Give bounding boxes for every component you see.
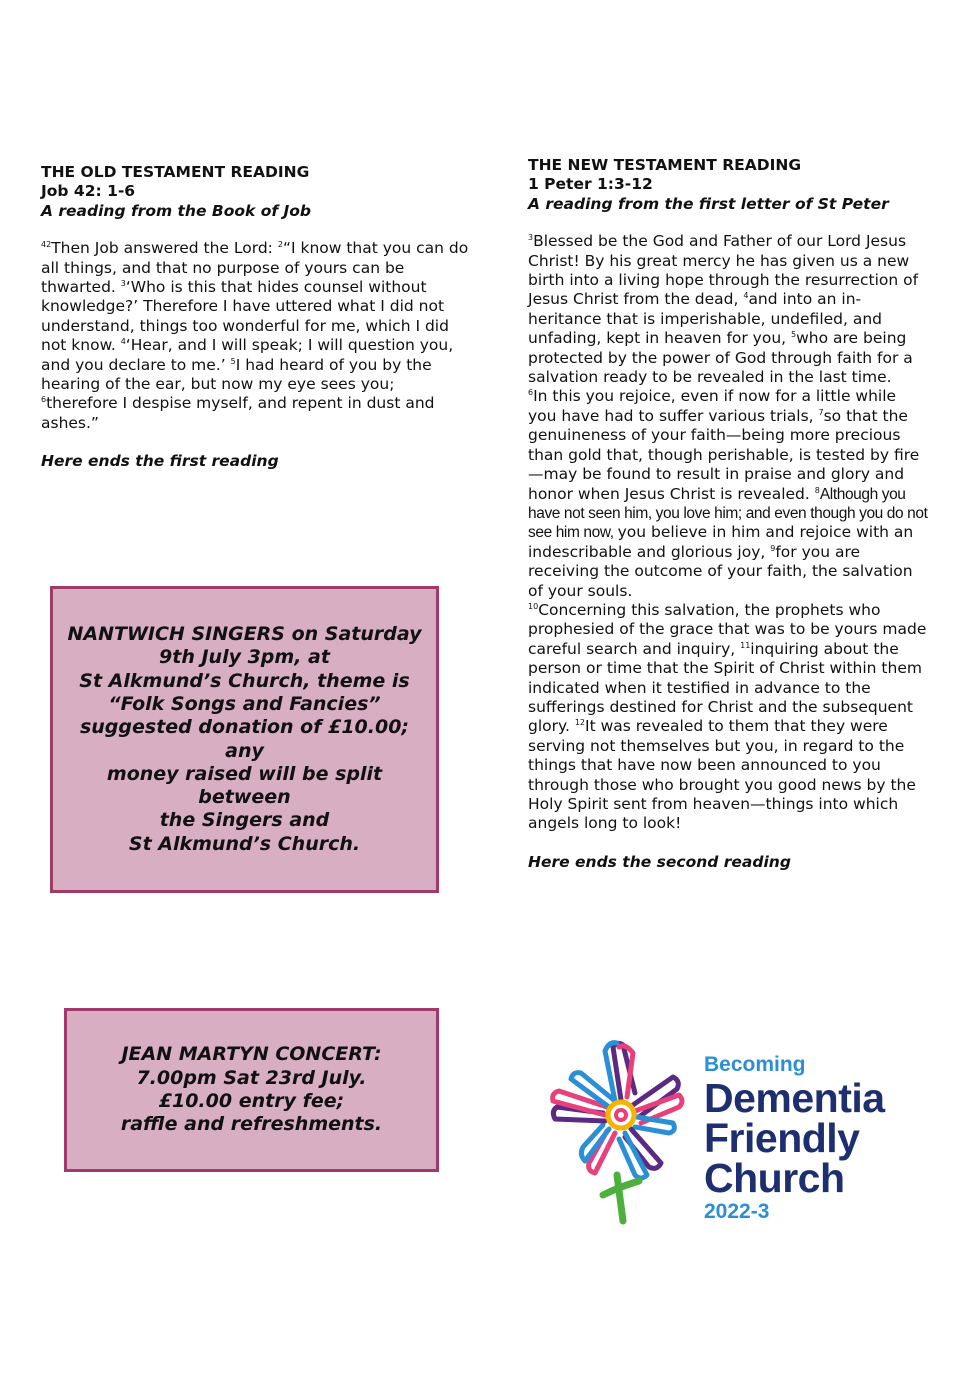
notice-line: money raised will be split between (106, 762, 383, 809)
verse-number: 4 (120, 337, 126, 347)
verse-number: 7 (818, 407, 824, 417)
verse-number: 6 (41, 395, 47, 405)
notice-line: the Singers and (159, 809, 330, 832)
notice-line: raffle and refreshments. (120, 1113, 383, 1136)
reading-heading: THE NEW TESTAMENT READING (528, 156, 802, 174)
verse-text: so that the genuineness of your faith—being more precious than gold that, though perishable, is tested by fire—may be found to result in praise and glory and honor when Jesus Christ is revealed. (528, 406, 920, 503)
verse-text: I had heard of you by the hearing of the ear, but now my eye sees you; (41, 355, 432, 394)
verse-number: 9 (770, 543, 776, 553)
notice-line: 9th July 3pm, at (159, 646, 330, 669)
verse-text: ‘Who is this that hides counsel without knowledge?’ Therefore I have uttered what I did not understand, things too wonderful for me, which I did not know. (41, 278, 449, 355)
logo-becoming: Becoming (704, 1053, 806, 1076)
logo-friendly: Friendly (704, 1115, 860, 1161)
logo-church: Church (704, 1155, 845, 1201)
verse-text: Blessed be the God and Father of our Lord Jesus Christ! By his great mercy he has given us a new birth into a living hope through the resurrection of Jesus Christ from the dead, (528, 232, 919, 309)
reading-ending: Here ends the second reading (528, 852, 791, 871)
notice-line: JEAN MARTYN CONCERT: (121, 1043, 382, 1066)
notice-line: suggested donation of £10.00; any (79, 716, 410, 762)
dementia-friendly-logo-text (704, 1052, 885, 1226)
verse-number: 5 (791, 330, 797, 340)
logo-dementia: Dementia (704, 1075, 885, 1121)
verse-text: It was revealed to them that they were serving not themselves but you, in regard to the things that have now been announced to you through those who brought you good news by the Holy Spirit sent from heaven—things into which angels long to look! (528, 717, 916, 833)
verse-number: 3 (528, 233, 534, 243)
verse-number: 4 (743, 291, 749, 301)
verse-number: 8 (814, 485, 820, 495)
verse-number: 11 (740, 640, 751, 650)
old-testament-reading (41, 163, 471, 472)
singers-notice-text (63, 623, 426, 856)
verse-number: 2 (277, 240, 283, 250)
verse-number: 12 (574, 718, 586, 728)
verse-number: 42 (41, 240, 52, 250)
reading-text (528, 232, 928, 834)
verse-text: Although you have not seen him, you love him; and even though you do not see him now, (528, 485, 928, 542)
notice-line: 7.00pm Sat 23rd July. (136, 1066, 367, 1089)
verse-number: 6 (528, 388, 534, 398)
verse-text: inquiring about the person or time that the Spirit of Christ within them indicated when it testified in advance to the sufferings destined for Christ and the subsequent glory. (528, 639, 922, 736)
reading-intro: A reading from the Book of Job (41, 201, 311, 220)
reading-heading: THE OLD TESTAMENT READING (41, 163, 310, 181)
verse-number: 5 (230, 356, 236, 366)
verse-text: therefore I despise myself, and repent in dust and ashes.” (41, 394, 435, 432)
verse-text: you believe in him and rejoice with an indescribable and glorious joy, (528, 523, 914, 561)
notice-line: NANTWICH SINGERS on Saturday (67, 623, 422, 646)
verse-number: 10 (528, 601, 539, 611)
reading-intro: A reading from the first letter of St Peter (528, 194, 889, 213)
logo-year: 2022-3 (704, 1200, 770, 1223)
reading-ending: Here ends the first reading (41, 452, 279, 471)
singers-notice (50, 586, 439, 893)
verse-number: 3 (120, 279, 126, 289)
concert-notice (64, 1008, 439, 1172)
reading-reference: 1 Peter 1:3-12 (528, 175, 653, 194)
verse-text: who are being protected by the power of God through faith for a salvation ready to be revealed in the last time. (528, 329, 913, 387)
notice-line: St Alkmund’s Church, theme is (79, 669, 410, 692)
notice-line: St Alkmund’s Church. (128, 832, 361, 855)
verse-text: “I know that you can do all things, and that no purpose of yours can be thwarted. (41, 239, 469, 297)
notice-line: £10.00 entry fee; (158, 1090, 345, 1112)
verse-text: Then Job answered the Lord: (51, 239, 278, 258)
verse-text: ‘Hear, and I will speak; I will question you, and you declare to me.’ (41, 336, 454, 374)
new-testament-reading (528, 156, 928, 872)
concert-notice-text (121, 1043, 382, 1136)
verse-text: Concerning this salvation, the prophets who prophesied of the grace that was to be yours made careful search and inquiry, (528, 600, 927, 658)
verse-text: In this you rejoice, even if now for a little while you have had to suffer various trials, (528, 387, 897, 425)
verse-text: and into an in-heritance that is imperishable, undefiled, and unfading, kept in heaven for you, (528, 290, 883, 348)
verse-text: for you are receiving the outcome of your faith, the salvation of your souls. (528, 542, 913, 600)
reading-text (41, 239, 471, 433)
notice-line: “Folk Songs and Fancies” (108, 692, 381, 715)
reading-reference: Job 42: 1-6 (41, 182, 136, 201)
